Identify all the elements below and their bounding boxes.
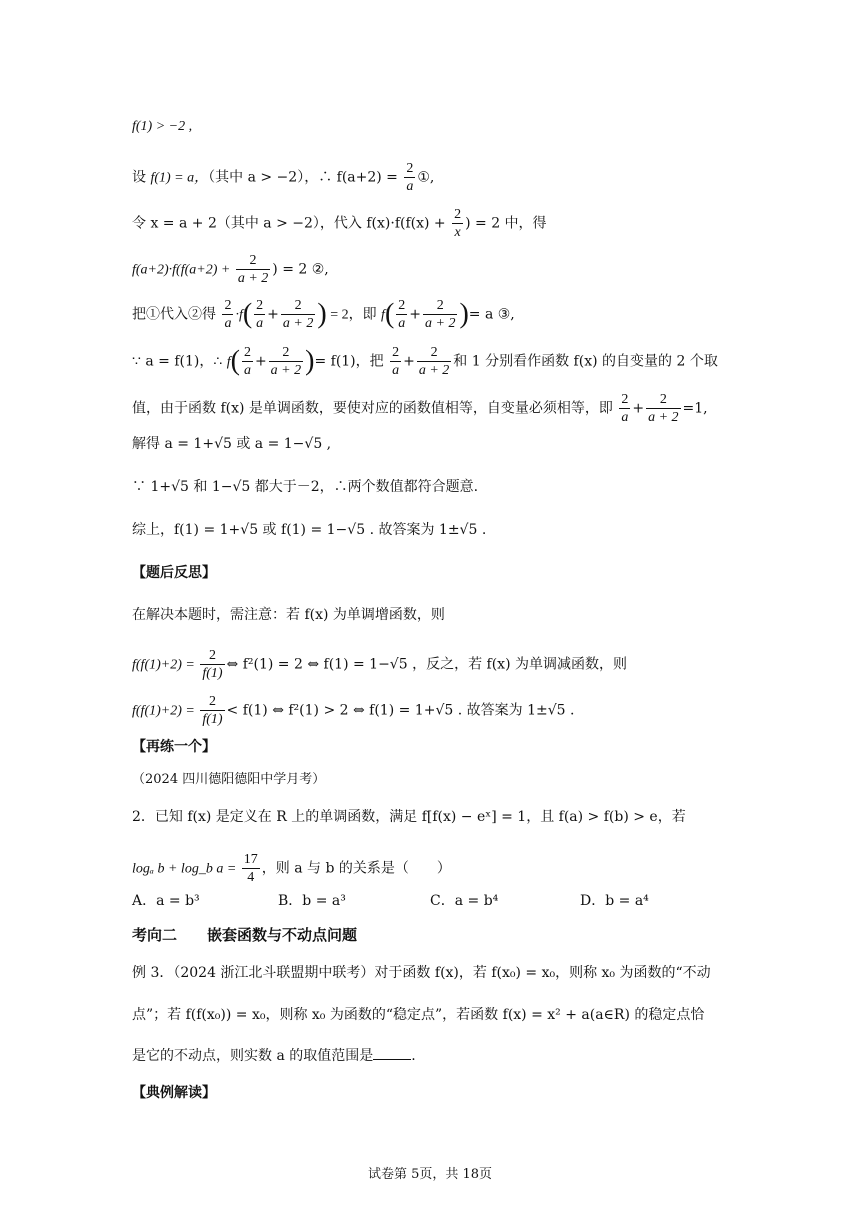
line-set-f1-a: 设 f(1) = a，（其中 a > −2），∴ f(a+2) = $\frac{2}{a}$ ①, (132, 161, 435, 194)
line-f1-gt-minus2: f(1) > −2 , (132, 119, 193, 134)
fraction-2-over-a: $\frac{2}{a}$ (224, 298, 232, 331)
option-d: D．b = a⁴ (580, 893, 649, 909)
reflect-line-3: f(f(1)+2) = $\frac{2}{f(1)}$ < f(1) ⇔ f²(1) > 2 ⇔ f(1) = 1+√5 . 故答案为 1±√5 . (132, 694, 575, 727)
page-footer: 试卷第 5页，共 18页 (367, 1167, 493, 1182)
fraction-2-over-f1: $\frac{2}{f(1)}$ (202, 694, 223, 727)
example-3-line-3: 是它的不动点，则实数 a 的取值范围是 . (132, 1045, 820, 1066)
line-equation-3: 把①代入②得 $\frac{2}{a}$ ·f( $\frac{2}{a}$ + $\frac{2}{a + 2}$ ) = 2，即 f( $\frac{2}{a}$ + $\frac{2}{a + 2}$ )= a ③, (132, 298, 515, 331)
option-c: C．a = b⁴ (430, 893, 499, 909)
line-equation-2: f(a+2)·f(f(a+2) + $\frac{2}{a + 2}$ ) = 2 ②, (132, 253, 329, 286)
line-check: ∵ 1+√5 和 1−√5 都大于－2，∴两个数值都符合题意. (132, 479, 479, 495)
line-since-a-eq-f1: ∵ a = f(1)，∴ f( $\frac{2}{a}$ + $\frac{2}{a + 2}$ )= f(1)，把 $\frac{2}{a}$ + $\frac{2}{a + 2}$ 和 1 分别看作函数 f(x) 的自变量的 2 个取 (132, 345, 718, 378)
line-substitute-x: 令 x = a + 2（其中 a > −2），代入 f(x)·f(f(x) + $\frac{2}{x}$ ) = 2 中，得 (132, 207, 547, 240)
fraction-17-over-4: $\frac{17}{4}$ (243, 852, 258, 885)
fraction-2-over-a-plus-2: $\frac{2}{a + 2}$ (425, 298, 456, 331)
practice-source: （2024 四川德阳德阳中学月考） (132, 772, 326, 787)
example-3-line-1: 例 3．（2024 浙江北斗联盟期中联考）对于函数 f(x)，若 f(x₀) = x₀，则称 x₀ 为函数的“不动 (132, 965, 711, 981)
fraction-2-over-a-plus-2: $\frac{2}{a + 2}$ (418, 345, 450, 378)
fraction-2-over-a-plus-2: $\frac{2}{a + 2}$ (237, 253, 269, 286)
reflect-line-2: f(f(1)+2) = $\frac{2}{f(1)}$ ⇔ f²(1) = 2 ⇔ f(1) = 1−√5 ，反之，若 f(x) 为单调减函数，则 (132, 648, 627, 681)
practice-question-2-cont: logₐ b + log_b a = $\frac{17}{4}$ ，则 a 与 b 的关系是（ ） (132, 852, 451, 885)
line-solve: 解得 a = 1+√5 或 a = 1−√5 , (132, 436, 332, 452)
fraction-2-over-a-plus-2: $\frac{2}{a + 2}$ (282, 298, 314, 331)
fraction-2-over-a: $\frac{2}{a}$ (621, 392, 629, 425)
option-b: B．b = a³ (278, 893, 346, 909)
fraction-2-over-a: $\frac{2}{a}$ (406, 161, 414, 194)
fraction-2-over-a-plus-2: $\frac{2}{a + 2}$ (270, 345, 302, 378)
section-direction-2: 考向二 嵌套函数与不动点问题 (132, 926, 358, 944)
practice-question-2: 2．已知 f(x) 是定义在 R 上的单调函数，满足 f[f(x) − eˣ] = 1，且 f(a) > f(b) > e，若 (132, 809, 686, 825)
fraction-2-over-f1: $\frac{2}{f(1)}$ (202, 648, 223, 681)
fraction-2-over-a: $\frac{2}{a}$ (256, 298, 264, 331)
fraction-2-over-a: $\frac{2}{a}$ (392, 345, 400, 378)
fraction-2-over-x: $\frac{2}{x}$ (454, 207, 462, 240)
line-conclusion: 综上，f(1) = 1+√5 或 f(1) = 1−√5 . 故答案为 1±√5 . (132, 522, 487, 538)
section-practice: 【再练一个】 (132, 739, 216, 755)
fraction-2-over-a: $\frac{2}{a}$ (243, 345, 251, 378)
section-analysis: 【典例解读】 (132, 1085, 216, 1101)
line-monotonic: 值，由于函数 f(x) 是单调函数，要使对应的函数值相等，自变量必须相等，即 $\frac{2}{a}$ + $\frac{2}{a + 2}$ =1, (132, 392, 708, 425)
answer-blank (373, 1045, 411, 1060)
fraction-2-over-a: $\frac{2}{a}$ (398, 298, 406, 331)
fraction-2-over-a-plus-2: $\frac{2}{a + 2}$ (648, 392, 679, 425)
example-3-line-2: 点”；若 f(f(x₀)) = x₀，则称 x₀ 为函数的“稳定点”，若函数 f(x) = x² + a(a∈R) 的稳定点恰 (132, 1007, 705, 1023)
reflect-line-1: 在解决本题时，需注意：若 f(x) 为单调增函数，则 (132, 607, 445, 623)
option-a: A．a = b³ (132, 893, 200, 909)
section-reflect: 【题后反思】 (132, 565, 216, 581)
